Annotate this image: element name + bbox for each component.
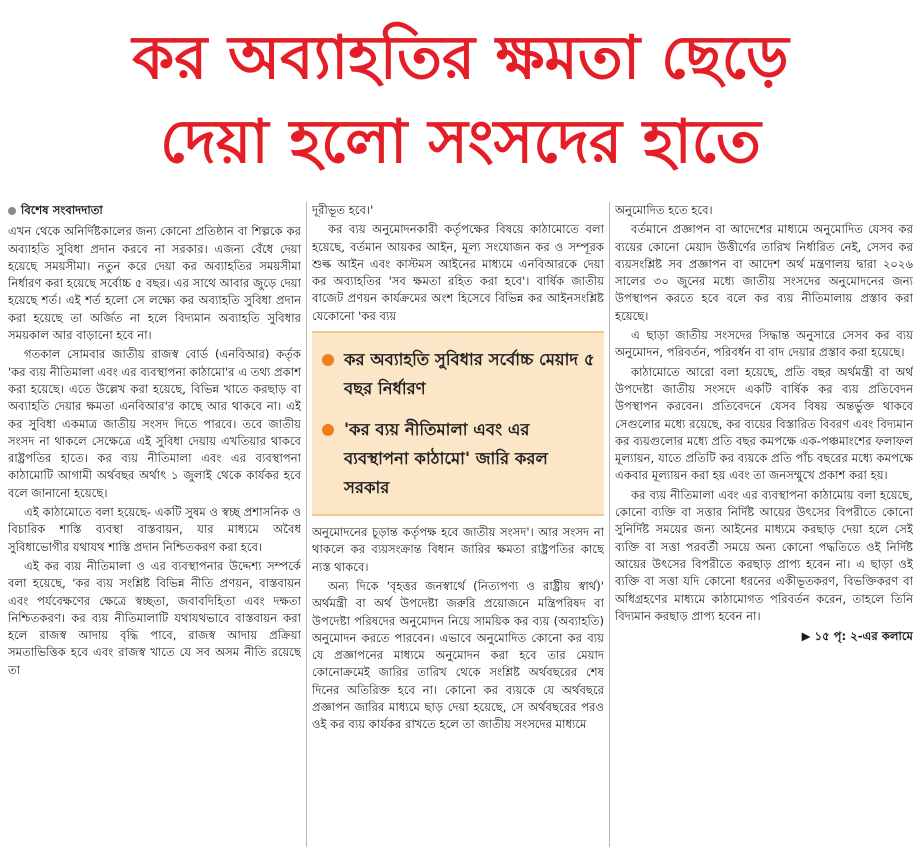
paragraph: এই কাঠামোতে বলা হয়েছে- একটি সুষম ও স্বচ্ছ প্রশাসনিক ও বিচারিক শাস্তি ব্যবস্থা বাস্তবায়ন, যার মাধ্যমে অবৈধ সুবিধাভোগীর যথাযথ শাস্তি প্রদান নিশ্চিতকরণ করা হবে। xyxy=(8,505,301,554)
bullet-icon xyxy=(322,424,334,436)
paragraph: এই কর ব্যয় নীতিমালা ও এর ব্যবস্থাপনার উদ্দেশ্য সম্পর্কে বলা হয়েছে, 'কর ব্যয় সংশ্লিষ্ট বিভিন্ন নীতি প্রণয়ন, বাস্তবায়ন এবং পর্যবেক্ষণের ক্ষেত্রে স্বচ্ছতা, জবাবদিহিতা এবং দক্ষতা নিশ্চিতকরণ। কর ব্যয় নীতিমালাটি যথাযথভাবে বাস্তবায়ন করা হলে রাজস্ব আদায় বৃদ্ধি পাবে, রাজস্ব আদায় প্রক্রিয়া সমতাভিত্তিক হবে এবং রাজস্ব খাতে যে সব অসম নীতি রয়েছে তা xyxy=(8,558,301,677)
byline-dot-icon xyxy=(8,207,16,215)
paragraph: অনুমোদনের চূড়ান্ত কর্তৃপক্ষ হবে জাতীয় সংসদ'। আর সংসদ না থাকলে কর ব্যয়সংক্রান্ত বিধান জারির ক্ষমতা রাষ্ট্রপতির কাছে ন্যস্ত থাকবে। xyxy=(312,525,604,574)
article-column-2 xyxy=(312,202,604,850)
pull-quote-text: 'কর ব্যয় নীতিমালা এবং এর ব্যবস্থাপনা কাঠামো' জারি করল সরকার xyxy=(344,420,548,498)
article-column-3 xyxy=(615,202,913,850)
column-divider xyxy=(609,202,610,847)
paragraph: কাঠামোতে আরো বলা হয়েছে, প্রতি বছর অর্থমন্ত্রী বা অর্থ উপদেষ্টা জাতীয় সংসদে একটি বার্ষিক কর ব্যয় প্রতিবেদন উপস্থাপন করবেন। প্রতিবেদনে যেসব বিষয় অন্তর্ভুক্ত থাকবে সেগুলোর মধ্যে রয়েছে, কর ব্যয়ের বিস্তারিত বিবরণ এবং বিদ্যমান কর ব্যয়গুলোর মধ্যে প্রতি বছর কমপক্ষে এক-পঞ্চমাংশের ফলাফল মূল্যায়ন, যাতে প্রতিটি কর ব্যয়কে প্রতি পাঁচ বছরের মধ্যে কমপক্ষে একবার মূল্যায়ন করা হয় এবং তা জনসম্মুখে প্রকাশ করা হয়। xyxy=(615,364,913,483)
paragraph: এখন থেকে অনির্দিষ্টকালের জন্য কোনো প্রতিষ্ঠান বা শিল্পকে কর অব্যাহতি সুবিধা প্রদান করবে না সরকার। এজন্য বেঁধে দেয়া হয়েছে সময়সীমা। নতুন করে দেয়া কর অব্যাহতির সময়সীমা নির্ধারণ করা হয়েছে সর্বোচ্চ ৫ বছর। এর সাথে আবার জুড়ে দেয়া হয়েছে শর্ত। এই শর্ত হলো সে লক্ষ্যে কর অব্যাহতি সুবিধা প্রদান করা হয়েছে তা অর্জিত না হলে বিদ্যমান অব্যাহতি সুবিধার সময়কাল আর বাড়ানো হবে না। xyxy=(8,224,301,343)
paragraph: কর ব্যয় অনুমোদনকারী কর্তৃপক্ষের বিষয়ে কাঠামোতে বলা হয়েছে, বর্তমান আয়কর আইন, মূল্য সংযোজন কর ও সম্পূরক শুল্ক আইন এবং কাস্টমস আইনের মাধ্যমে এনবিআরকে দেয়া কর অব্যাহতির 'সব ক্ষমতা রহিত করা হবে'। বার্ষিক জাতীয় বাজেট প্রণয়ন কার্যক্রমের অংশ হিসেবে বিভিন্ন কর আইনসংশ্লিষ্ট যেকোনো 'কর ব্যয় xyxy=(312,222,604,323)
continued-jump-line: ▶ ১৫ পৃ: ২-এর কলামে xyxy=(801,629,913,644)
byline-text: বিশেষ সংবাদদাতা xyxy=(21,203,103,217)
byline xyxy=(8,202,301,219)
column-divider xyxy=(306,202,307,847)
pull-quote-box xyxy=(312,331,604,516)
paragraph: কর ব্যয় নীতিমালা এবং এর ব্যবস্থাপনা কাঠামোয় বলা হয়েছে, কোনো ব্যক্তি বা সত্তার নির্দিষ্ট আয়ের উৎসের বিপরীতে কোনো সুনির্দিষ্ট সময়ের জন্য আইনের মাধ্যমে করছাড় দেয়া হলে সেই ব্যক্তি বা সত্তা পরবর্তী সময়ে অন্য কোনো পদ্ধতিতে ওই নির্দিষ্ট আয়ের উৎসের বিপরীতে করছাড় প্রাপ্য হবেন না। এ ছাড়া ওই ব্যক্তি বা সত্তা যদি কোনো ধরনের একীভূতকরণ, বিভক্তিকরণ বা অধিগ্রহণের মাধ্যমে কাঠামোগত পরিবর্তন করেন, তাহলে তিনি বিদ্যমান করছাড় প্রাপ্য হবেন না। xyxy=(615,487,913,623)
pull-quote xyxy=(318,345,598,403)
paragraph: দূরীভূত হবে।' xyxy=(312,203,374,217)
paragraph: এ ছাড়া জাতীয় সংসদের সিদ্ধান্ত অনুসারে সেসব কর ব্যয় অনুমোদন, পরিবর্তন, পরিবর্ধন বা বাদ দেয়ার প্রস্তাব করা হয়েছে। xyxy=(615,328,913,360)
jump-text: ১৫ পৃ: ২-এর কলামে xyxy=(814,629,913,644)
headline-line-2: দেয়া হলো সংসদের হাতে xyxy=(160,107,761,177)
paragraph: গতকাল সোমবার জাতীয় রাজস্ব বোর্ড (এনবিআর) কর্তৃক 'কর ব্যয় নীতিমালা এবং এর ব্যবস্থাপনা কাঠামো'র এ তথ্য প্রকাশ করা হয়েছে। এতে উল্লেখ করা হয়েছে, বিভিন্ন খাতে করছাড় বা অব্যাহতি দেয়ার ক্ষমতা এনবিআর'র কাছে আর থাকবে না। এই কর সুবিধা একমাত্র জাতীয় সংসদ দিতে পারবে। তবে জাতীয় সংসদ না থাকলে সেক্ষেত্রে এই সুবিধা দেয়ায় এখতিয়ার থাকবে রাষ্ট্রপতির হাতে। কর ব্যয় নীতিমালা এবং এর ব্যবস্থাপনা কাঠামোটি আগামী অর্থবছর অর্থাৎ ১ জুলাই থেকে কার্যকর হবে বলে জানানো হয়েছে। xyxy=(8,347,301,500)
headline-line-1: কর অব্যাহতির ক্ষমতা ছেড়ে xyxy=(132,23,789,93)
paragraph: অনুমোদিত হতে হবে। xyxy=(615,203,713,217)
pull-quote-text: কর অব্যাহতি সুবিধার সর্বোচ্চ মেয়াদ ৫ বছর নির্ধারণ xyxy=(344,350,595,399)
pull-quote xyxy=(318,415,598,502)
paragraph: বর্তমানে প্রজ্ঞাপন বা আদেশের মাধ্যমে অনুমোদিত যেসব কর ব্যয়ের কোনো মেয়াদ উত্তীর্ণের তারিখ নির্ধারিত নেই, সেসব কর ব্যয়সংশ্লিষ্ট সব প্রজ্ঞাপন বা আদেশ অর্থ মন্ত্রণালয় দ্বারা ২০২৬ সালের ৩০ জুনের মধ্যে জাতীয় সংসদের অনুমোদনের জন্য উপস্থাপন করতে হবে বলে কর ব্যয় নীতিমালায় প্রস্তাব করা হয়েছে। xyxy=(615,222,913,323)
article-column-1 xyxy=(8,202,301,850)
paragraph: অন্য দিকে 'বৃহত্তর জনস্বার্থে (নিত্যপণ্য ও রাষ্ট্রীয় স্বার্থ)' অর্থমন্ত্রী বা অর্থ উপদেষ্টা জরুরি প্রয়োজনে মন্ত্রিপরিষদ বা উপদেষ্টা পরিষদের অনুমোদন নিয়ে সাময়িক কর ব্যয় (অব্যাহতি) অনুমোদন করতে পারবেন। এভাবে অনুমোদিত কোনো কর ব্যয় যে প্রজ্ঞাপনের মাধ্যমে অনুমোদন করা হবে তার মেয়াদ কোনোক্রমেই জারির তারিখ থেকে সংশ্লিষ্ট অর্থবছরের শেষ দিনের অতিরিক্ত হবে না। কোনো কর ব্যয়কে যে অর্থবছরে প্রজ্ঞাপন জারির মাধ্যমে ছাড় দেয়া হয়েছে, সে অর্থবছরের পরও ওই কর ব্যয় কার্যকর রাখতে হলে তা জাতীয় সংসদের মাধ্যমে xyxy=(312,578,604,732)
bullet-icon xyxy=(322,354,334,366)
